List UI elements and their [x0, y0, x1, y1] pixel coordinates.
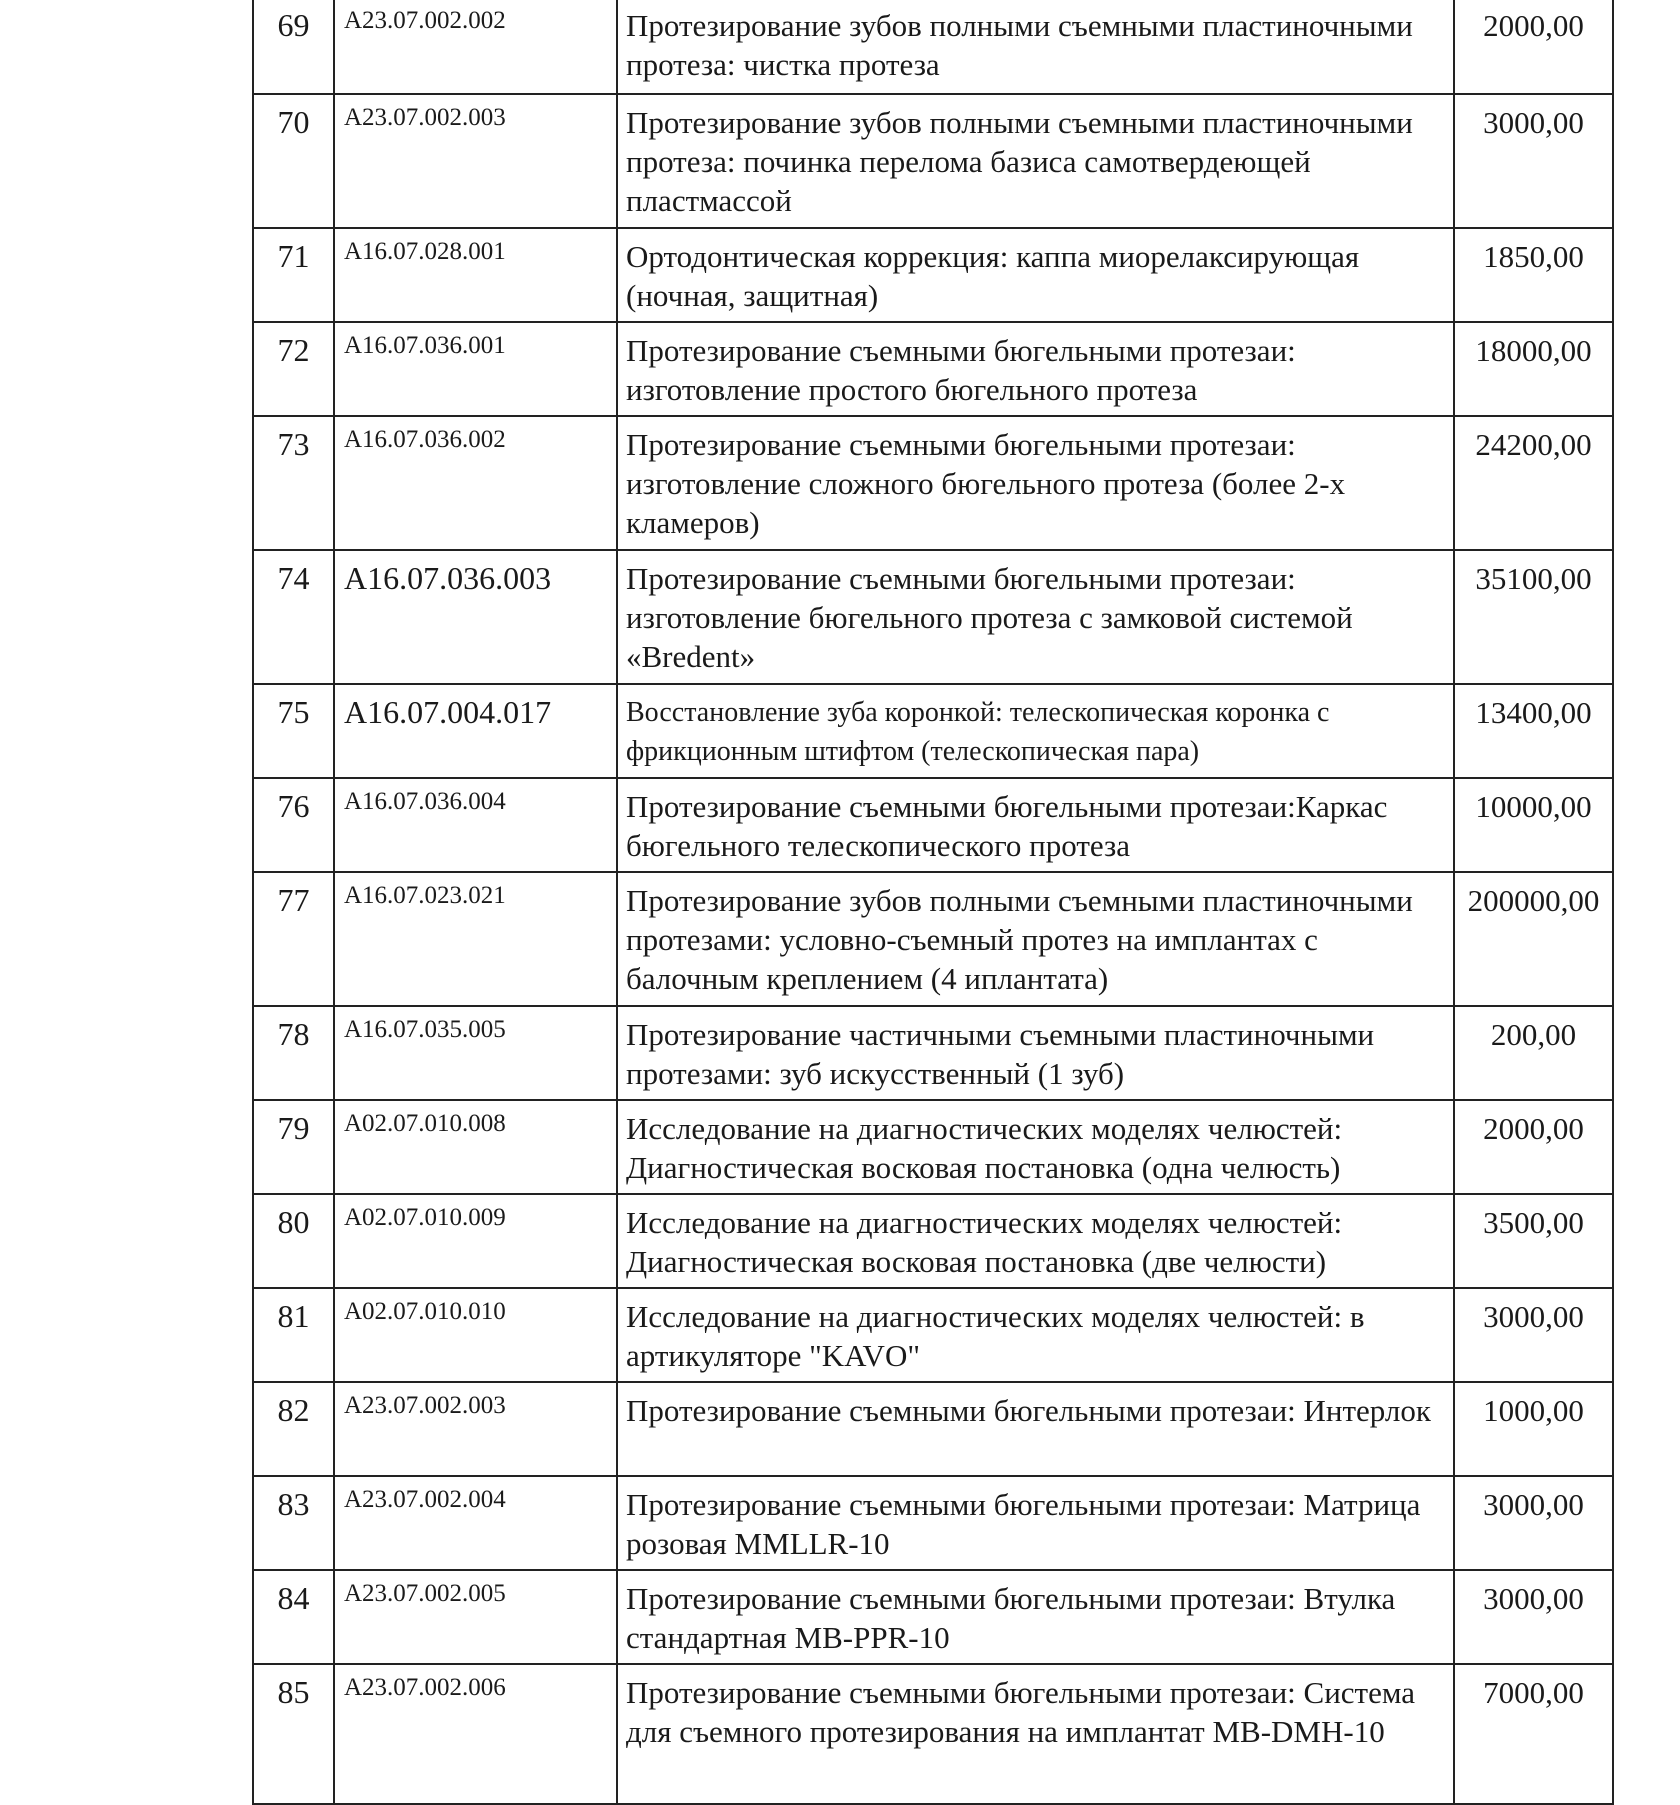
service-price: 3000,00 — [1454, 94, 1613, 228]
service-code: A16.07.036.001 — [334, 322, 617, 416]
service-code: A02.07.010.009 — [334, 1194, 617, 1288]
table-row — [253, 1382, 1613, 1476]
service-code: A23.07.002.003 — [334, 1382, 617, 1476]
service-description: Протезирование съемными бюгельными протезаи: изготовление сложного бюгельного протеза (более 2-х кламеров) — [617, 416, 1454, 550]
table-row — [253, 1288, 1613, 1382]
table-row — [253, 94, 1613, 228]
row-number: 74 — [253, 550, 334, 684]
row-number: 75 — [253, 684, 334, 778]
row-number: 70 — [253, 94, 334, 228]
service-description: Протезирование съемными бюгельными протезаи:Каркас бюгельного телескопического протеза — [617, 778, 1454, 872]
service-code: A16.07.035.005 — [334, 1006, 617, 1100]
service-description: Протезирование частичными съемными пластиночными протезами: зуб искусственный (1 зуб) — [617, 1006, 1454, 1100]
service-price: 24200,00 — [1454, 416, 1613, 550]
service-description: Протезирование зубов полными съемными пластиночными протеза: чистка протеза — [617, 0, 1454, 94]
table-row — [253, 1006, 1613, 1100]
service-price: 13400,00 — [1454, 684, 1613, 778]
service-code: A23.07.002.006 — [334, 1664, 617, 1804]
row-number: 81 — [253, 1288, 334, 1382]
service-price: 3000,00 — [1454, 1288, 1613, 1382]
service-description: Протезирование съемными бюгельными протезаи: изготовление простого бюгельного протеза — [617, 322, 1454, 416]
service-code: A02.07.010.010 — [334, 1288, 617, 1382]
service-code: A16.07.036.003 — [334, 550, 617, 684]
service-price: 1850,00 — [1454, 228, 1613, 322]
price-list-table — [252, 0, 1614, 1805]
service-code: A16.07.004.017 — [334, 684, 617, 778]
service-code: A16.07.023.021 — [334, 872, 617, 1006]
service-price: 3000,00 — [1454, 1570, 1613, 1664]
row-number: 85 — [253, 1664, 334, 1804]
service-price: 200000,00 — [1454, 872, 1613, 1006]
service-price: 2000,00 — [1454, 1100, 1613, 1194]
table-row — [253, 872, 1613, 1006]
service-price: 2000,00 — [1454, 0, 1613, 94]
service-code: A23.07.002.004 — [334, 1476, 617, 1570]
service-code: A23.07.002.002 — [334, 0, 617, 94]
table-row — [253, 1100, 1613, 1194]
row-number: 78 — [253, 1006, 334, 1100]
row-number: 82 — [253, 1382, 334, 1476]
service-price: 200,00 — [1454, 1006, 1613, 1100]
service-price: 35100,00 — [1454, 550, 1613, 684]
row-number: 69 — [253, 0, 334, 94]
service-description: Исследование на диагностических моделях челюстей: Диагностическая восковая постановка (две челюсти) — [617, 1194, 1454, 1288]
table-row — [253, 416, 1613, 550]
table-row — [253, 778, 1613, 872]
row-number: 80 — [253, 1194, 334, 1288]
price-list-body — [253, 0, 1613, 1804]
service-price: 3500,00 — [1454, 1194, 1613, 1288]
table-row — [253, 228, 1613, 322]
service-description: Восстановление зуба коронкой: телескопическая коронка с фрикционным штифтом (телескопическая пара) — [617, 684, 1454, 778]
service-description: Ортодонтическая коррекция: каппа миорелаксирующая (ночная, защитная) — [617, 228, 1454, 322]
service-description: Протезирование съемными бюгельными протезаи: Матрица розовая MMLLR-10 — [617, 1476, 1454, 1570]
table-row — [253, 1476, 1613, 1570]
row-number: 84 — [253, 1570, 334, 1664]
row-number: 71 — [253, 228, 334, 322]
table-row — [253, 0, 1613, 94]
table-row — [253, 322, 1613, 416]
service-description: Исследование на диагностических моделях челюстей: в артикуляторе "KAVO" — [617, 1288, 1454, 1382]
service-code: A23.07.002.003 — [334, 94, 617, 228]
service-code: A02.07.010.008 — [334, 1100, 617, 1194]
row-number: 72 — [253, 322, 334, 416]
row-number: 76 — [253, 778, 334, 872]
service-description: Протезирование съемными бюгельными протезаи: Интерлок — [617, 1382, 1454, 1476]
service-description: Исследование на диагностических моделях челюстей: Диагностическая восковая постановка (одна челюсть) — [617, 1100, 1454, 1194]
service-description: Протезирование зубов полными съемными пластиночными протезами: условно-съемный протез на имплантах с балочным креплением (4 иплантата) — [617, 872, 1454, 1006]
service-description: Протезирование съемными бюгельными протезаи: Втулка стандартная MB-PPR-10 — [617, 1570, 1454, 1664]
table-row — [253, 684, 1613, 778]
service-description: Протезирование съемными бюгельными протезаи: Система для съемного протезирования на имплантат MB-DMH-10 — [617, 1664, 1454, 1804]
service-description: Протезирование зубов полными съемными пластиночными протеза: починка перелома базиса самотвердеющей пластмассой — [617, 94, 1454, 228]
row-number: 77 — [253, 872, 334, 1006]
service-code: A16.07.028.001 — [334, 228, 617, 322]
service-price: 7000,00 — [1454, 1664, 1613, 1804]
service-price: 18000,00 — [1454, 322, 1613, 416]
table-row — [253, 550, 1613, 684]
table-row — [253, 1664, 1613, 1804]
row-number: 73 — [253, 416, 334, 550]
service-code: A23.07.002.005 — [334, 1570, 617, 1664]
row-number: 79 — [253, 1100, 334, 1194]
service-code: A16.07.036.004 — [334, 778, 617, 872]
service-code: A16.07.036.002 — [334, 416, 617, 550]
service-price: 3000,00 — [1454, 1476, 1613, 1570]
service-description: Протезирование съемными бюгельными протезаи: изготовление бюгельного протеза с замковой системой «Bredent» — [617, 550, 1454, 684]
service-price: 1000,00 — [1454, 1382, 1613, 1476]
row-number: 83 — [253, 1476, 334, 1570]
service-price: 10000,00 — [1454, 778, 1613, 872]
table-row — [253, 1194, 1613, 1288]
table-row — [253, 1570, 1613, 1664]
